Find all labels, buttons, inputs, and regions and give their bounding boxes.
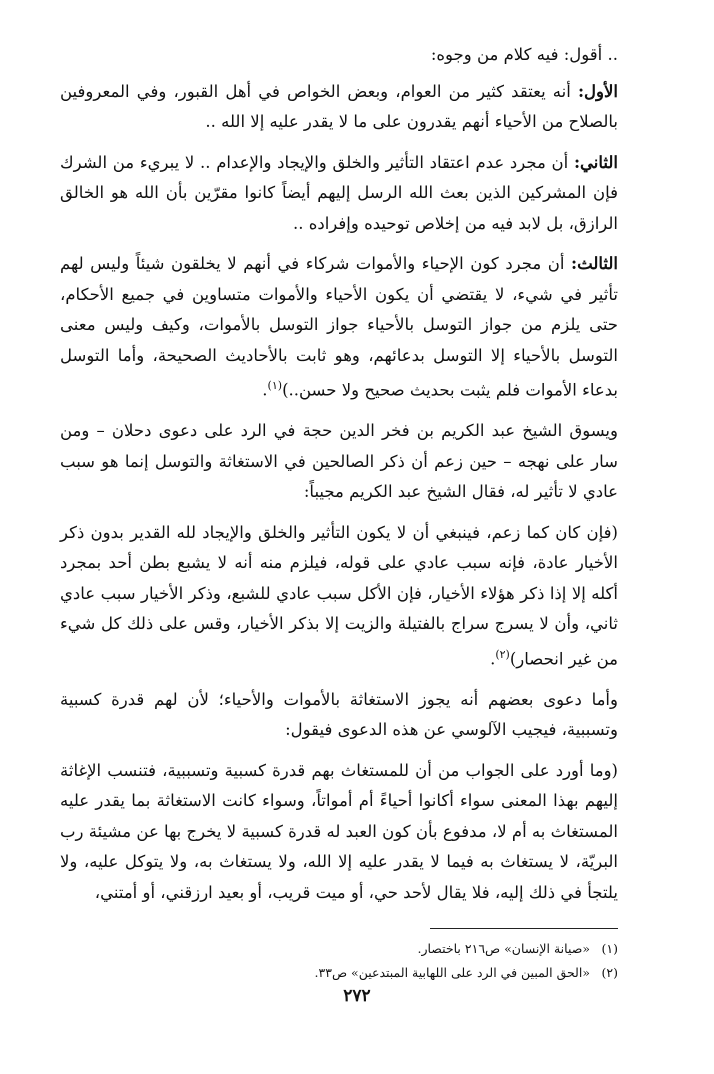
main-text <box>60 40 618 908</box>
footnote-2-text: «الحق المبين في الرد على اللهابية المبتدعين» ص٣٣. <box>314 965 590 980</box>
page-number: ٢٧٢ <box>343 986 371 1006</box>
point-first-lead: الأول: <box>577 81 618 101</box>
claim-paragraph <box>60 685 618 746</box>
abdulkarim-text: ويسوق الشيخ عبد الكريم بن فخر الدين حجة في الرد على دعوى دحلان – ومن سار على نهجه – حين زعم أن ذكر الصالحين في الاستغاثة والتوسل إنما هو سبب عادي لا تأثير له، فقال الشيخ عبد الكريم مجيباً: <box>60 421 618 501</box>
quote-text: (فإن كان كما زعم، فينبغي أن لا يكون التأثير والخلق والإيجاد لله القدير بدون ذكر الأخيار عادة، فإنه سبب عادي على قوله، فيلزم منه أنه لا يشبع بطن أحد بمجرد أكله إلا إذا ذكر هؤلاء الأخيار، فإن الأكل سبب عادي للشبع، وذكر الأخيار سبب عادي ثاني، وأن لا يسرج سراج بالفتيلة والزيت إلا بذكر الأخيار، وقس على ذلك كل شيء من غير انحصار) <box>60 522 618 668</box>
footnote-ref-1: (١) <box>267 379 283 392</box>
footnote-2-number: (٢) <box>601 965 618 980</box>
intro-text: .. أقول: فيه كلام من وجوه: <box>430 45 618 64</box>
footnote-ref-2: (٢) <box>495 647 510 661</box>
footnotes <box>60 937 618 985</box>
point-second-text: أن مجرد عدم اعتقاد التأثير والخلق والإيجاد والإعدام .. لا يبريء من الشرك فإن المشركين الذين بعث الله الرسل إليهم أيضاً كانوا مقرّين بأن الله هو الخالق الرازق، بل لابد فيه من إخلاص توحيده وإفراده .. <box>60 152 618 233</box>
footnote-1-text: «صيانة الإنسان» ص٢١٦ باختصار. <box>417 941 590 956</box>
point-first-paragraph <box>60 77 618 138</box>
footnote-1-number: (١) <box>601 941 618 956</box>
point-third-text: أن مجرد كون الإحياء والأموات شركاء في أنهم لا يخلقون شيئاً وليس لهم تأثير في شيء، لا يقتضي أن يكون الأحياء والأموات متساوين في جميع الأحكام، حتى يلزم من جواز التوسل بالأحياء جواز التوسل بالأموات، وكيف وليس معنى التوسل بالأحياء إلا التوسل بدعائهم، وهو ثابت بالأحاديث الصحيحة، وأما التوسل بدعاء الأموات فلم يثبت بحديث صحيح ولا حسن..) <box>60 254 618 400</box>
claim-text: وأما دعوى بعضهم أنه يجوز الاستغاثة بالأموات والأحياء؛ لأن لهم قدرة كسبية وتسببية، فيجيب الآلوسي عن هذه الدعوى فيقول: <box>60 689 618 739</box>
point-first-text: أنه يعتقد كثير من العوام، وبعض الخواص في أهل القبور، وفي المعروفين بالصلاح من الأحياء أنهم يقدرون على ما لا يقدر عليه إلا الله .. <box>60 81 618 131</box>
footnote-2 <box>60 961 618 985</box>
alusi-quote-paragraph <box>60 756 618 909</box>
footnote-divider <box>430 928 618 929</box>
alusi-quote-text: (وما أورد على الجواب من أن للمستغاث بهم قدرة كسبية وتسببية، فتنسب الإغاثة إليهم بهذا المعنى سواء أكانوا أحياءً أم أمواتاً، وسواء كانت الاستغاثة بما يقدر عليه المستغاث به أم لا، مدفوع بأن كون العبد له قدرة كسبية لا يخرج بها عن مشيئة رب البريّة، لا يستغاث به فيما لا يقدر عليه إلا الله، ولا يستغاث به، ولا يتوكل عليه، ولا يلتجأ في ذلك إليه، فلا يقال لأحد حي، أو ميت قريب، أو بعيد ارزقني، أو أمتني، <box>60 760 618 902</box>
intro-paragraph <box>60 40 618 71</box>
point-second-paragraph <box>60 148 618 240</box>
quote-paragraph: (فإن كان كما زعم، فينبغي أن لا يكون التأثير والخلق والإيجاد لله القدير بدون ذكر الأخيار عادة، فإنه سبب عادي على قوله، فيلزم منه أنه لا يشبع بطن أحد بمجرد أكله إلا إذا ذكر هؤلاء الأخيار، فإن الأكل سبب عادي للشبع، وذكر الأخيار سبب عادي ثاني، وأن لا يسرج سراج بالفتيلة والزيت إلا بذكر الأخيار، وقس على ذلك كل شيء من غير انحصار)$^{(٢)}$. <box>60 522 618 668</box>
point-second-lead: الثاني: <box>573 152 618 172</box>
point-third-lead: الثالث: <box>571 254 618 273</box>
point-third-paragraph: الثالث: أن مجرد كون الإحياء والأموات شركاء في أنهم لا يخلقون شيئاً وليس لهم تأثير في شيء، لا يقتضي أن يكون الأحياء والأموات متساوين في جميع الأحكام، حتى يلزم من جواز التوسل بالأحياء جواز التوسل بالأموات، وكيف وليس معنى التوسل بالأحياء إلا التوسل بدعائهم، وهو ثابت بالأحاديث الصحيحة، وأما التوسل بدعاء الأموات فلم يثبت بحديث صحيح ولا حسن..)$^{(١)}$. <box>60 254 618 400</box>
footnote-1 <box>60 937 618 961</box>
abdulkarim-paragraph <box>60 416 618 508</box>
